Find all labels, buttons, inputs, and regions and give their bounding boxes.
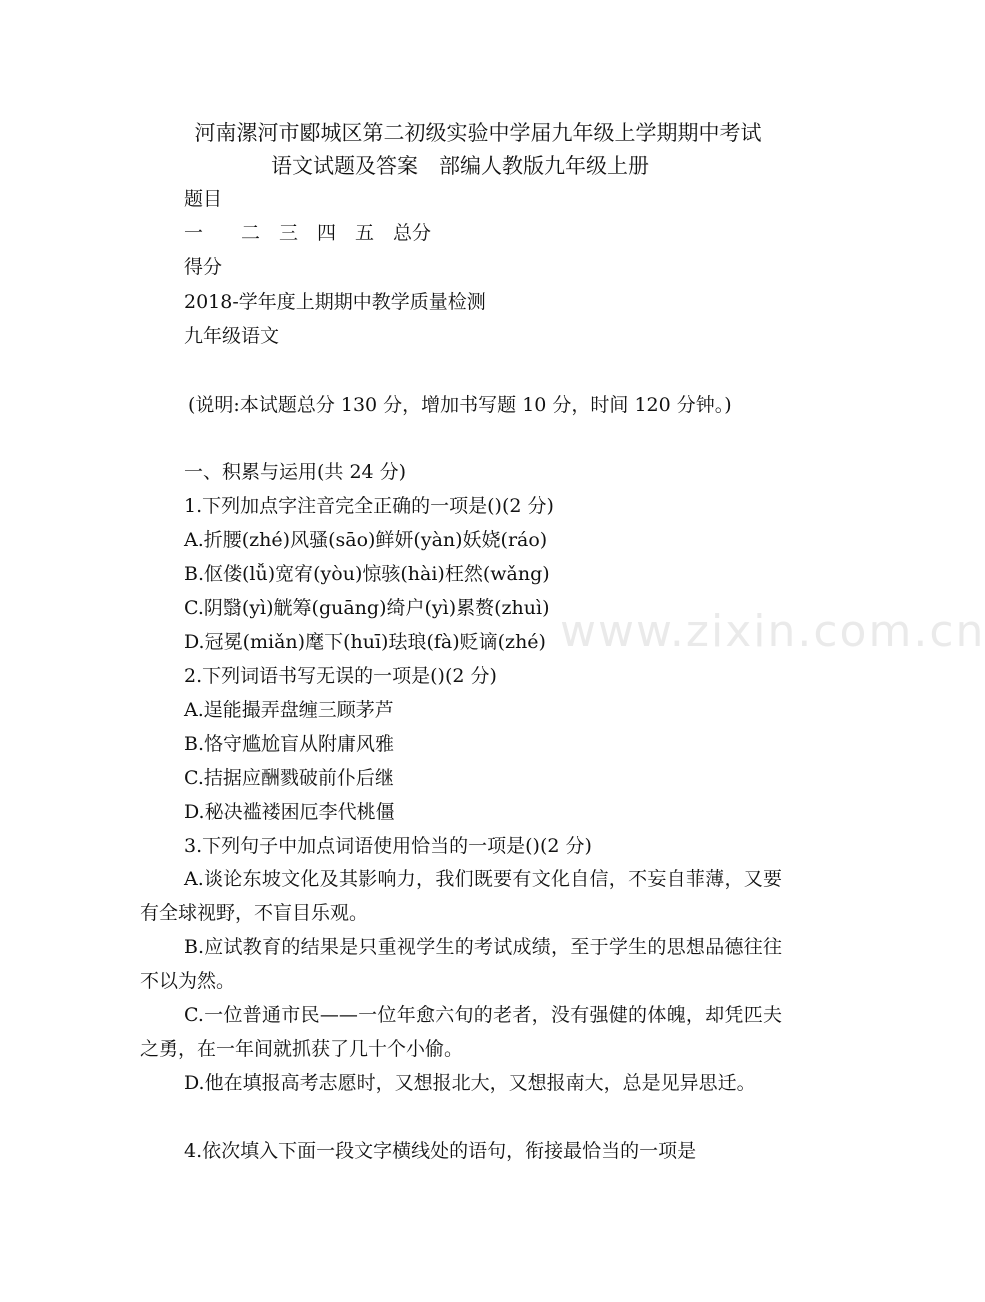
score-table-row-numbers: 一 二 三 四 五 总分	[184, 222, 432, 244]
watermark: www.zixin.com.cn	[560, 606, 985, 657]
question-1-option-c: C.阴翳(yì)觥筹(guāng)绮户(yì)累赘(zhuì)	[184, 597, 550, 619]
document-title-line1: 河南漯河市郾城区第二初级实验中学届九年级上学期期中考试	[194, 121, 762, 145]
question-1-stem: 1.下列加点字注音完全正确的一项是()(2 分)	[184, 495, 554, 517]
exam-instructions: (说明:本试题总分 130 分，增加书写题 10 分，时间 120 分钟。)	[188, 394, 732, 416]
question-3-option-b: B.应试教育的结果是只重视学生的考试成绩，至于学生的思想品德往往不以为然。	[140, 936, 782, 992]
question-2-option-b: B.恪守尴尬盲从附庸风雅	[184, 733, 395, 755]
question-2-option-c: C.拮据应酬戮破前仆后继	[184, 767, 394, 789]
question-3-stem: 3.下列句子中加点词语使用恰当的一项是()(2 分)	[184, 835, 592, 857]
question-2-option-d: D.秘决褴褛困厄李代桃僵	[184, 801, 395, 823]
question-3-option-a: A.谈论东坡文化及其影响力，我们既要有文化自信，不妄自菲薄，又要有全球视野，不盲目乐观。	[140, 868, 782, 924]
document-title-line2: 语文试题及答案 部编人教版九年级上册	[271, 154, 649, 178]
question-2-stem: 2.下列词语书写无误的一项是()(2 分)	[184, 665, 497, 687]
section-heading: 一、积累与运用(共 24 分)	[184, 461, 407, 483]
question-3-option-c: C.一位普通市民——一位年愈六旬的老者，没有强健的体魄，却凭匹夫之勇，在一年间就抓获了几十个小偷。	[140, 1004, 782, 1060]
score-table-row-score: 得分	[184, 256, 223, 278]
question-3-option-d: D.他在填报高考志愿时，又想报北大，又想报南大，总是见异思迁。	[184, 1072, 756, 1094]
exam-name: 2018-学年度上期期中教学质量检测	[184, 291, 486, 313]
question-1-option-b: B.伛偻(lǚ)宽宥(yòu)惊骇(hài)枉然(wǎng)	[184, 563, 550, 585]
question-4-stem: 4.依次填入下面一段文字横线处的语句，衔接最恰当的一项是	[184, 1140, 697, 1162]
question-1-option-a: A.折腰(zhé)风骚(sāo)鲜妍(yàn)妖娆(ráo)	[184, 529, 548, 551]
score-table-row-question: 题目	[184, 188, 223, 210]
question-2-option-a: A.逞能撮弄盘缠三顾茅芦	[184, 699, 394, 721]
exam-subject: 九年级语文	[184, 325, 280, 347]
question-1-option-d: D.冠冕(miǎn)麾下(huī)珐琅(fà)贬谪(zhé)	[184, 631, 546, 653]
